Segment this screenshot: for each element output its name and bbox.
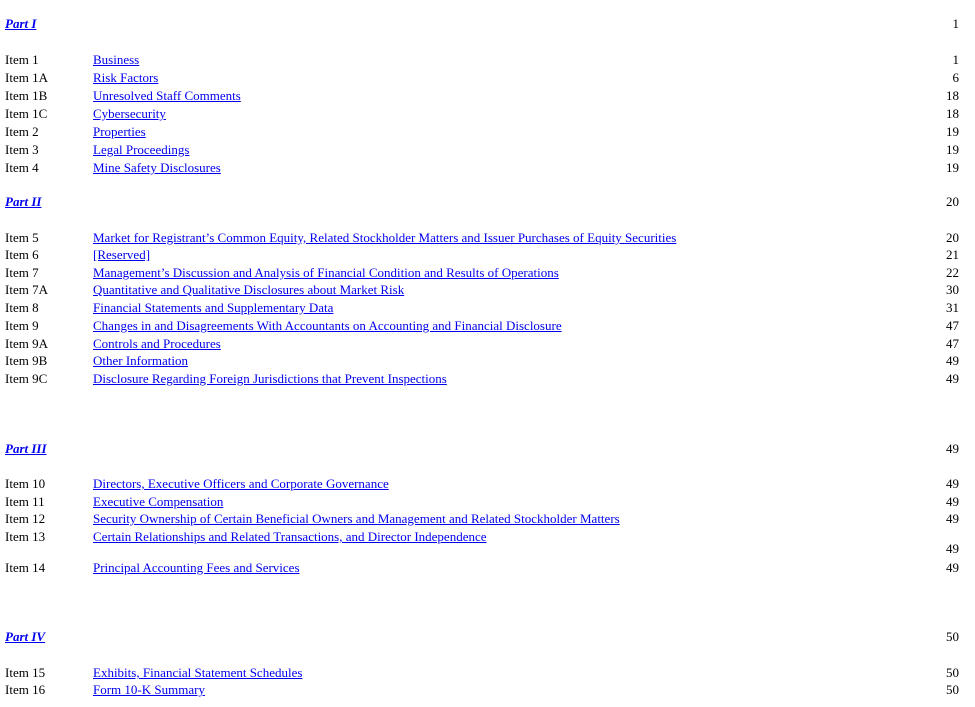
item-label: Item 1B (5, 88, 48, 103)
item-label: Item 10 (5, 476, 46, 491)
item-page-number: 49 (946, 541, 959, 556)
part-page-number: 49 (946, 441, 959, 456)
item-page-number: 49 (946, 371, 959, 386)
item-page-number: 31 (946, 300, 959, 315)
item-link-controls-procedures[interactable]: Controls and Procedures (93, 336, 221, 351)
item-page-number: 49 (946, 560, 959, 575)
item-page-number: 47 (946, 318, 959, 333)
item-link-changes-disagreements[interactable]: Changes in and Disagreements With Accountants on Accounting and Financial Disclosure (93, 318, 562, 333)
part-link-part-ii[interactable]: Part II (5, 194, 42, 209)
item-label: Item 1C (5, 106, 48, 121)
item-page-number: 18 (946, 106, 959, 121)
item-label: Item 7A (5, 282, 48, 297)
item-link-principal-accounting-fees[interactable]: Principal Accounting Fees and Services (93, 560, 300, 575)
item-page-number: 47 (946, 336, 959, 351)
item-label: Item 6 (5, 247, 39, 262)
part-page-number: 1 (952, 16, 959, 31)
item-link-unresolved-staff-comments[interactable]: Unresolved Staff Comments (93, 88, 241, 103)
item-link-foreign-jurisdictions[interactable]: Disclosure Regarding Foreign Jurisdictions that Prevent Inspections (93, 371, 447, 386)
item-page-number: 21 (946, 247, 959, 262)
item-label: Item 9C (5, 371, 48, 386)
item-label: Item 8 (5, 300, 39, 315)
item-page-number: 19 (946, 160, 959, 175)
item-label: Item 3 (5, 142, 39, 157)
item-link-certain-relationships[interactable]: Certain Relationships and Related Transactions, and Director Independence (93, 529, 487, 544)
item-link-business[interactable]: Business (93, 52, 140, 67)
item-label: Item 4 (5, 160, 39, 175)
item-page-number: 49 (946, 476, 959, 491)
item-page-number: 22 (946, 265, 959, 280)
item-page-number: 49 (946, 494, 959, 509)
item-page-number: 18 (946, 88, 959, 103)
item-link-market-risk[interactable]: Quantitative and Qualitative Disclosures about Market Risk (93, 282, 405, 297)
item-label: Item 16 (5, 682, 46, 697)
item-link-legal-proceedings[interactable]: Legal Proceedings (93, 142, 190, 157)
part-page-number: 20 (946, 194, 959, 209)
item-page-number: 50 (946, 682, 959, 697)
item-label: Item 14 (5, 560, 46, 575)
item-link-form-10k-summary[interactable]: Form 10-K Summary (93, 682, 205, 697)
item-label: Item 13 (5, 529, 46, 544)
item-link-properties[interactable]: Properties (93, 124, 146, 139)
part-page-number: 50 (946, 629, 959, 644)
item-page-number: 49 (946, 511, 959, 526)
item-link-market-for-common-equity[interactable]: Market for Registrant’s Common Equity, Related Stockholder Matters and Issuer Purchases of Equity Securities (93, 230, 677, 245)
item-link-risk-factors[interactable]: Risk Factors (93, 70, 159, 85)
item-label: Item 2 (5, 124, 39, 139)
item-label: Item 15 (5, 665, 46, 680)
item-page-number: 20 (946, 230, 959, 245)
item-link-cybersecurity[interactable]: Cybersecurity (93, 106, 166, 121)
item-link-security-ownership[interactable]: Security Ownership of Certain Beneficial Owners and Management and Related Stockholder Matters (93, 511, 620, 526)
item-page-number: 6 (952, 70, 959, 85)
part-link-part-i[interactable]: Part I (5, 16, 37, 31)
item-label: Item 12 (5, 511, 46, 526)
item-link-mine-safety-disclosures[interactable]: Mine Safety Disclosures (93, 160, 221, 175)
item-link-directors-officers[interactable]: Directors, Executive Officers and Corporate Governance (93, 476, 389, 491)
item-page-number: 30 (946, 282, 959, 297)
item-label: Item 7 (5, 265, 39, 280)
item-link-reserved[interactable]: [Reserved] (93, 247, 151, 262)
item-link-mdna[interactable]: Management’s Discussion and Analysis of Financial Condition and Results of Operations (93, 265, 559, 280)
item-page-number: 1 (952, 52, 959, 67)
item-label: Item 9B (5, 353, 48, 368)
item-page-number: 49 (946, 353, 959, 368)
item-page-number: 19 (946, 124, 959, 139)
item-label: Item 11 (5, 494, 45, 509)
item-label: Item 1A (5, 70, 48, 85)
item-label: Item 1 (5, 52, 39, 67)
part-link-part-iii[interactable]: Part III (5, 441, 47, 456)
item-label: Item 9A (5, 336, 48, 351)
item-link-exhibits[interactable]: Exhibits, Financial Statement Schedules (93, 665, 303, 680)
item-page-number: 50 (946, 665, 959, 680)
item-link-other-information[interactable]: Other Information (93, 353, 188, 368)
item-link-financial-statements[interactable]: Financial Statements and Supplementary Data (93, 300, 334, 315)
part-link-part-iv[interactable]: Part IV (5, 629, 46, 644)
item-page-number: 19 (946, 142, 959, 157)
item-link-executive-compensation[interactable]: Executive Compensation (93, 494, 224, 509)
item-label: Item 9 (5, 318, 39, 333)
item-label: Item 5 (5, 230, 39, 245)
